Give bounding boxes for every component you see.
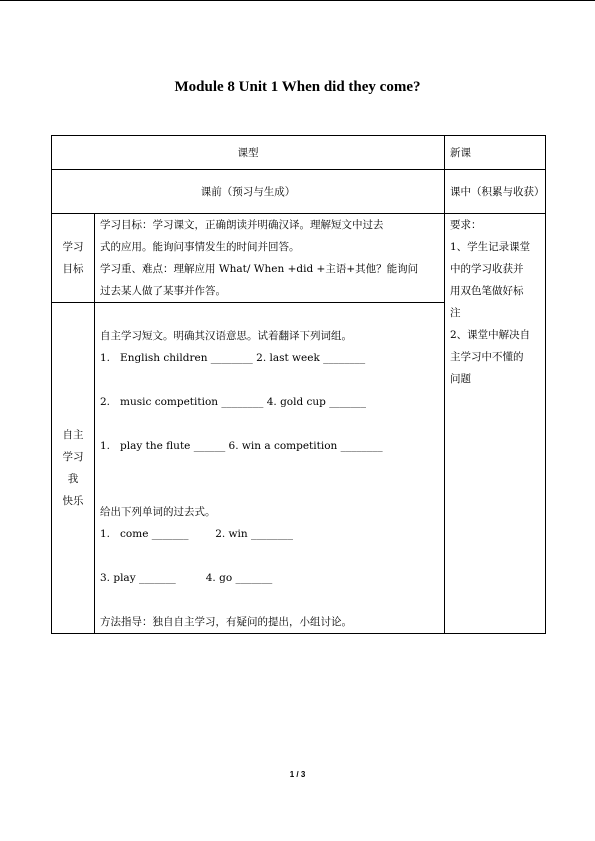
spacer xyxy=(100,479,439,501)
requirements-cell xyxy=(445,214,546,634)
self-study-label-line: 自主 xyxy=(62,429,84,441)
sub-header-row xyxy=(52,170,546,214)
self-study-content xyxy=(95,303,445,634)
lesson-type-value: 新课 xyxy=(445,136,546,170)
self-study-intro: 自主学习短文。明确其汉语意思。试着翻译下列词组。 xyxy=(100,330,352,342)
requirement-line: 问题 xyxy=(450,373,471,385)
page-title: Module 8 Unit 1 When did they come? xyxy=(174,79,421,95)
requirement-line: 1、学生记录课堂 xyxy=(450,241,531,253)
requirement-line: 2、课堂中解决自 xyxy=(450,329,531,341)
requirement-line: 中的学习收获并 xyxy=(450,263,524,275)
page-number: 1 / 3 xyxy=(289,770,306,779)
past-tense-intro: 给出下列单词的过去式。 xyxy=(100,506,216,518)
spacer xyxy=(100,303,439,325)
objectives-row xyxy=(52,214,546,303)
requirement-line: 要求： xyxy=(450,219,482,231)
objective-line: 学习重、难点：理解应用 What/ When +did +主语+其他？能询问 xyxy=(100,263,419,275)
top-border xyxy=(0,0,595,1)
phrase-item: 1. English children ________ 2. last week ________ xyxy=(100,352,366,364)
spacer xyxy=(100,545,439,567)
self-study-label xyxy=(52,303,95,634)
lesson-table xyxy=(51,135,546,634)
lesson-type-label: 课型 xyxy=(52,136,445,170)
objectives-label-line: 目标 xyxy=(62,263,84,275)
in-class-header: 课中（积累与收获） xyxy=(445,170,546,214)
phrase-item: 1. play the flute ______ 6. win a competition ________ xyxy=(100,440,383,452)
objectives-label-line: 学习 xyxy=(62,241,84,253)
past-tense-item: 3. play _______ 4. go _______ xyxy=(100,572,273,584)
header-row xyxy=(52,136,546,170)
spacer xyxy=(100,589,439,611)
self-study-label-line: 快乐 xyxy=(62,495,84,507)
objectives-label xyxy=(52,214,95,303)
objective-line: 过去某人做了某事并作答。 xyxy=(100,285,226,297)
spacer xyxy=(100,369,439,391)
pre-class-header: 课前（预习与生成） xyxy=(52,170,445,214)
requirement-line: 注 xyxy=(450,307,461,319)
spacer xyxy=(100,413,439,435)
objective-line: 学习目标：学习课文，正确朗读并明确汉译。理解短文中过去 xyxy=(100,219,384,231)
self-study-label-line: 学习 xyxy=(62,451,84,463)
requirement-line: 主学习中不懂的 xyxy=(450,351,524,363)
past-tense-item: 1. come _______ 2. win ________ xyxy=(100,528,293,540)
objectives-content xyxy=(95,214,445,303)
objective-line: 式的应用。能询问事情发生的时间并回答。 xyxy=(100,241,300,253)
spacer xyxy=(100,457,439,479)
self-study-label-line: 我 xyxy=(67,473,79,485)
method-guidance: 方法指导：独自自主学习，有疑问的提出，小组讨论。 xyxy=(100,616,352,628)
phrase-item: 2. music competition ________ 4. gold cup _______ xyxy=(100,396,366,408)
requirement-line: 用双色笔做好标 xyxy=(450,285,524,297)
